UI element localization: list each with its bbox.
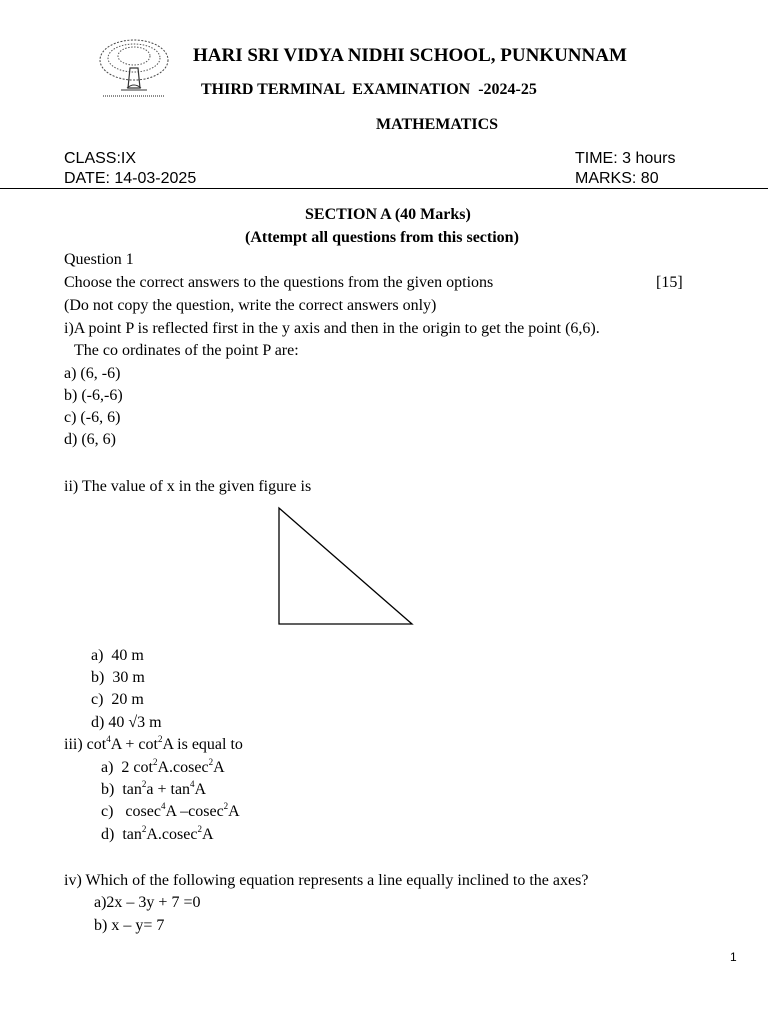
school-name: HARI SRI VIDYA NIDHI SCHOOL, PUNKUNNAM (193, 45, 627, 66)
option-ii-c: c) 20 m (91, 691, 144, 708)
option-ii-b: b) 30 m (91, 669, 145, 686)
option-iv-a: a)2x – 3y + 7 =0 (94, 894, 201, 911)
exam-title: THIRD TERMINAL EXAMINATION -2024-25 (201, 81, 537, 98)
right-triangle-figure (270, 500, 420, 632)
question-label: Question 1 (64, 251, 134, 268)
option-ii-a: a) 40 m (91, 647, 144, 664)
time-label: TIME: 3 hours (575, 150, 676, 167)
option-i-b: b) (-6,-6) (64, 387, 123, 404)
question-note: (Do not copy the question, write the correct answers only) (64, 297, 437, 314)
subject-title: MATHEMATICS (376, 116, 499, 133)
page-number: 1 (730, 950, 737, 964)
section-title: SECTION A (40 Marks) (305, 206, 471, 223)
question-ii-text: ii) The value of x in the given figure is (64, 478, 312, 495)
question-iii-text: iii) $\cot^4A + \cot^2A$ is equal to (64, 734, 243, 753)
date-label: DATE: 14-03-2025 (64, 170, 197, 187)
class-label: CLASS:IX (64, 150, 137, 167)
question-instruction: Choose the correct answers to the questions from the given options (64, 274, 494, 291)
section-instruction: (Attempt all questions from this section) (245, 229, 519, 246)
option-i-a: a) (6, -6) (64, 365, 121, 382)
option-ii-d: d) 40 √3 m (91, 714, 162, 731)
option-i-d: d) (6, 6) (64, 431, 116, 448)
school-logo-icon (97, 38, 171, 102)
question-marks: [15] (656, 274, 683, 291)
option-iii-a: a) 2 $\cot^2A.cosec^2A$ (101, 757, 225, 776)
question-i-text: i)A point P is reflected first in the y axis and then in the origin to get the point (6,6). (64, 320, 600, 337)
question-i-text-2: The co ordinates of the point P are: (74, 342, 299, 359)
marks-label: MARKS: 80 (575, 170, 659, 187)
option-iii-c: c) cosec$^4$A –cosec$^2$A (101, 801, 240, 820)
option-iii-b: b) $\tan^2a + \tan^4A$ (101, 779, 207, 798)
header-divider (0, 188, 768, 189)
option-iv-b: b) x – y= 7 (94, 917, 165, 934)
option-iii-d: d) $\tan^2A.cosec^2A$ (101, 824, 214, 843)
question-iv-text: iv) Which of the following equation represents a line equally inclined to the axes? (64, 872, 589, 889)
option-i-c: c) (-6, 6) (64, 409, 121, 426)
